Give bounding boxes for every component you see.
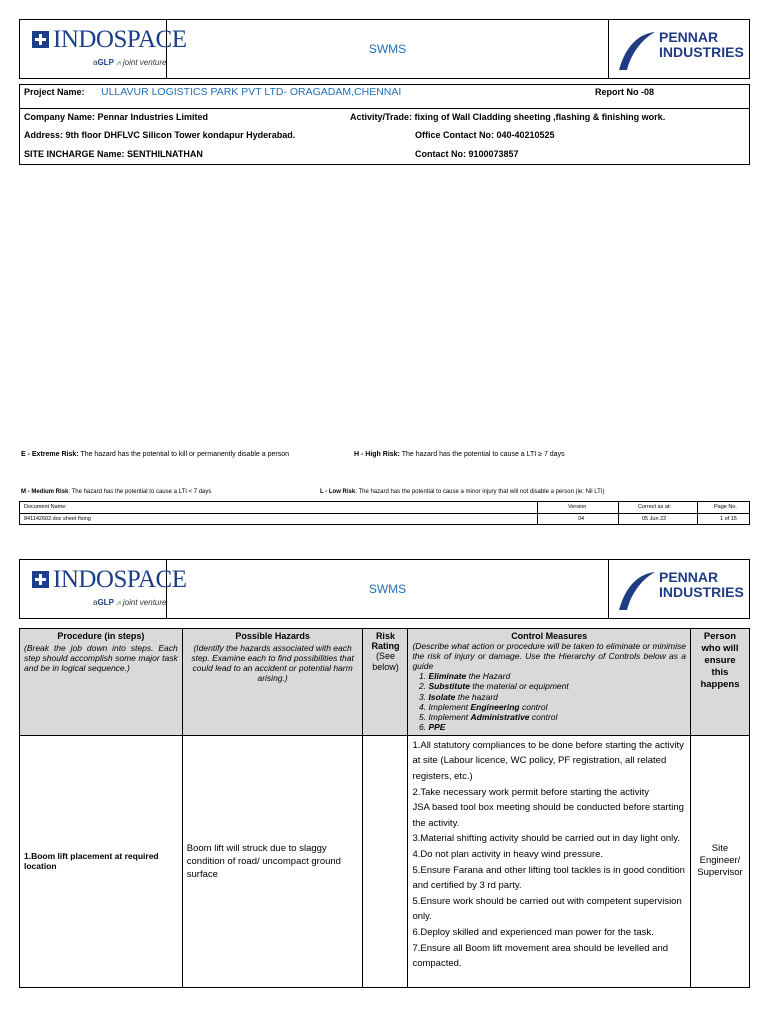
risk-rating-header: Risk Rating (See below) [363, 629, 408, 736]
project-row [19, 84, 750, 109]
indospace-cross-icon [32, 571, 49, 588]
pennar-logo: PENNAR INDUSTRIES [608, 560, 749, 618]
company-address: Address: 9th floor DHFLVC Silicon Tower kondapur Hyderabad. [24, 130, 296, 140]
project-label: Project Name: [24, 87, 85, 97]
glp-leaf-icon: ⩘ [116, 58, 121, 67]
control-item: 7.Ensure all Boom lift movement area should be levelled and compacted. [412, 942, 669, 970]
control-item: 1.All statutory compliances to be done before starting the activity at site (Labour licence, WC policy, PF registration, all related registers, etc.) [412, 739, 684, 782]
control-item: 3.Material shifting activity should be carried out in day light only. [412, 833, 680, 845]
control-item: 4.Do not plan activity in heavy wind pressure. [412, 848, 604, 860]
version-label: Version [568, 504, 587, 510]
doc-name-label: Document Name: [24, 504, 67, 510]
control-measures-cell [408, 735, 691, 987]
pennar-logo: PENNAR INDUSTRIES [608, 20, 749, 78]
control-item: 5.Ensure work should be carried out with competent supervision only. [412, 895, 682, 923]
company-block [19, 108, 750, 165]
person-header: Person who will ensure this happens [690, 629, 749, 736]
control-item: 2.Take necessary work permit before starting the activity [412, 786, 649, 798]
activity-trade: Activity/Trade: fixing of Wall Cladding sheeting ,flashing & finishing work. [350, 112, 666, 122]
page1-header [19, 19, 750, 79]
legend-high: H - High Risk: The hazard has the potential to cause a LTI ≥ 7 days [354, 451, 565, 458]
doc-name-value: 841142602.doc sheet fixing [24, 516, 91, 522]
table-row [20, 735, 750, 987]
procedure-header: Procedure (in steps) (Break the job down into steps. Each step should accomplish some major task and be in logical sequence.) [20, 629, 183, 736]
pennar-swoosh-icon [615, 568, 657, 612]
report-number: Report No -08 [595, 87, 655, 97]
legend-low: L - Low Risk: The hazard has the potential to cause a minor injury that will not disable a person (ie: Nil LTI) [320, 489, 605, 495]
indospace-logo: INDOSPACE aGLP ⩘ joint venture [20, 20, 167, 78]
indospace-cross-icon [32, 31, 49, 48]
site-incharge: SITE INCHARGE Name: SENTHILNATHAN [24, 149, 203, 159]
contact-number: Contact No: 9100073857 [415, 149, 519, 159]
legend-row-1: E - Extreme Risk: The hazard has the potential to kill or permanently disable a person [21, 451, 289, 458]
risk-rating-cell [363, 735, 408, 987]
legend-medium: M - Medium Risk: The hazard has the potential to cause a LTI < 7 days [21, 489, 212, 495]
correct-as-at-label: Correct as at: [638, 504, 672, 510]
page-title: SWMS [368, 582, 407, 596]
swms-table [19, 628, 750, 988]
table-header-row [20, 629, 750, 736]
indospace-logo: INDOSPACE aGLP ⩘ joint venture [20, 560, 167, 618]
hazards-header: Possible Hazards (Identify the hazards associated with each step. Examine each to find possibilities that could lead to an accident or potential harm arising.) [182, 629, 363, 736]
page2-header [19, 559, 750, 619]
company-name: Company Name: Pennar Industries Limited [24, 112, 209, 122]
control-item: JSA based tool box meeting should be conducted before starting the activity. [412, 802, 684, 829]
page-title: SWMS [368, 42, 407, 56]
version-value: 04 [578, 516, 585, 522]
procedure-step: 1.Boom lift placement at required location [20, 735, 183, 987]
possible-hazard: Boom lift will struck due to slaggy condition of road/ uncompact ground surface [182, 735, 363, 987]
responsible-person: Site Engineer/ Supervisor [690, 735, 749, 987]
page-no-label: Page No. [714, 504, 737, 510]
glp-leaf-icon: ⩘ [116, 598, 121, 607]
control-measures-header: Control Measures (Describe what action or procedure will be taken to eliminate or minimise the risk of injury or damage. Use the Hierarchy of Controls below as a guide 1. Eliminate the Hazard 2. Substitute the material or equipment 3. Isolate the hazard 4. Implement Engineering control 5. Implement Administrative control 6. PPE [408, 629, 691, 736]
pennar-swoosh-icon [615, 28, 657, 72]
date-value: 05 Jun 22 [642, 516, 667, 522]
page-no-value: 1 of 15 [720, 516, 737, 522]
project-name: ULLAVUR LOGISTICS PARK PVT LTD- ORAGADAM,CHENNAI [101, 86, 402, 98]
document-footer [19, 501, 750, 525]
control-item: 6.Deploy skilled and experienced man power for the task. [412, 926, 654, 938]
control-item: 5.Ensure Farana and other lifting tool tackles is in good condition and certified by 3 rd party. [412, 864, 685, 892]
hierarchy-of-controls: 1. Eliminate the Hazard 2. Substitute the material or equipment 3. Isolate the hazard 4. Implement Engineering control 5. Implement Administrative control 6. PPE [412, 671, 686, 733]
office-contact: Office Contact No: 040-40210525 [415, 130, 555, 140]
